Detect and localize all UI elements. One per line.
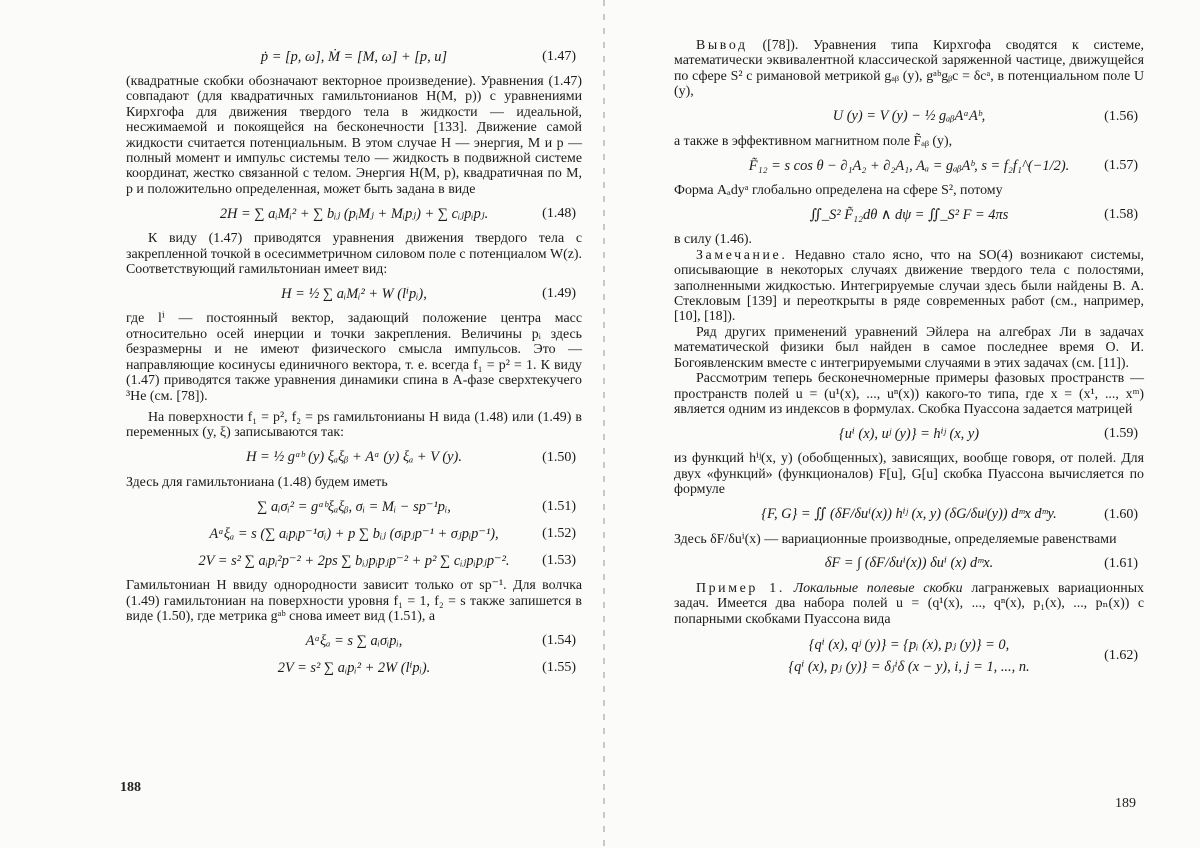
equation-body: H = ½ ∑ aᵢMᵢ² + W (lⁱpᵢ),: [281, 285, 427, 302]
paragraph: в силу (1.46).: [674, 232, 753, 248]
equation-body: F̃₁₂ = s cos θ − ∂₁A₂ + ∂₂A₁, Aₐ = gₐᵦAᵇ, s = f₂f₁^(−1/2).: [748, 157, 1070, 174]
paragraph-heading: Пример 1.: [696, 580, 785, 596]
equation-1-53: [126, 551, 582, 571]
equation-body: 2H = ∑ aᵢMᵢ² + ∑ bᵢⱼ (pᵢMⱼ + Mᵢpⱼ) + ∑ cᵢⱼpᵢpⱼ.: [219, 205, 489, 222]
equation-number: (1.49): [542, 286, 576, 302]
equation-body: H = ½ gᵃᵇ (y) ξₐξᵦ + Aᵃ (y) ξₐ + V (y).: [246, 449, 462, 466]
equation-number: (1.61): [1104, 555, 1138, 571]
paragraph: Гамильтониан H ввиду однородности зависит только от sp⁻¹. Для волчка (1.49) гамильтониан на поверхности уровня f₁ = 1, f₂ = s также запишется в виде (1.50), где метрика gᵃᵇ снова имеет вид (1.51), а: [126, 578, 582, 624]
equation-1-56: [674, 107, 1144, 127]
equation-number: (1.53): [542, 553, 576, 569]
paragraph-italic-text: Локальные полевые скобки: [784, 580, 963, 596]
equation-line: {qⁱ (x), qʲ (y)} = {pᵢ (x), pⱼ (y)} = 0,: [808, 637, 1010, 654]
equation-1-62: [674, 634, 1144, 678]
paragraph-text: Недавно стало ясно, что на SO(4) возникают системы, описывающие в некоторых случаях движение твердого тела с полостями, заполненными жидкостью. Интегрируемые случаи здесь были найдены В. А. Стекловым [139] и переоткрыты в ряде современных работ (см., например, [10], [18]).: [674, 247, 1144, 325]
equation-1-59: [674, 424, 1144, 444]
equation-number: (1.54): [542, 633, 576, 649]
paragraph: Ряд других применений уравнений Эйлера на алгебрах Ли в задачах математической физики был найден в самое последнее время О. И. Богоявленским вместе с интегрируемыми случаями в этих задачах (см. [11]).: [674, 324, 1144, 371]
equation-1-54: [126, 631, 582, 651]
paragraph: Форма Aₐdyᵃ глобально определена на сфере S², потому: [674, 183, 1003, 199]
equation-1-47: [126, 47, 582, 67]
equation-1-58: [674, 205, 1144, 225]
paragraph: На поверхности f₁ = p², f₂ = ps гамильтонианы H вида (1.48) или (1.49) в переменных (y, ξ) записываются так:: [126, 409, 582, 441]
paragraph: Здесь δF/δuⁱ(x) — вариационные производные, определяемые равенствами: [674, 531, 1117, 547]
equation-1-48: [126, 204, 582, 224]
equation-body: Aᵃξₐ = s ∑ aᵢσᵢpᵢ,: [305, 632, 403, 649]
paragraph: [674, 38, 1144, 100]
equation-1-60: [674, 505, 1144, 525]
equation-number: (1.47): [542, 49, 576, 64]
paragraph: из функций hⁱʲ(x, y) (обобщенных), зависящих, вообще говоря, от полей. Для двух «функций» (функционалов) F[u], G[u] скобка Пуассона вычисляется по формуле: [674, 451, 1144, 498]
paragraph: где lⁱ — постоянный вектор, задающий положение центра масс относительно осей инерции и точки закрепления. Величины pᵢ здесь безразмерны и не имеют физического смысла импульсов. Это — направляющие косинусы единичного вектора, т. е. всегда f₁ = p² = 1. К виду (1.47) приводятся также уравнения динамики спина в A-фазе сверхтекучего ³He (см. [78]).: [126, 311, 582, 404]
equation-line: {qⁱ (x), pⱼ (y)} = δⱼⁱδ (x − y), i, j = 1, ..., n.: [788, 659, 1030, 676]
equation-body: δF = ∫ (δF/δuⁱ(x)) δuⁱ (x) dᵐx.: [824, 555, 994, 572]
paragraph: (квадратные скобки обозначают векторное произведение). Уравнения (1.47) совпадают (для квадратичных гамильтонианов H(M, p)) с уравнениями Кирхгофа для движения твердого тела в жидкости — идеальной, несжимаемой и покоящейся на бесконечности [133]. Движение самой жидкости считается потенциальным. В этом случае H — энергия, M и p — полный момент и импульс системы тело — жидкость в подвижной системе координат, жестко связанной с телом. Энергия H(M, p), квадратичная по M, p и положительно определенная, может быть задана в виде: [126, 74, 582, 197]
equation-1-52: [126, 524, 582, 544]
equation-body: {F, G} = ∬ (δF/δuⁱ(x)) hⁱʲ (x, y) (δG/δuʲ(y)) dᵐx dᵐy.: [761, 506, 1057, 523]
equation-body: {uⁱ (x), uʲ (y)} = hⁱʲ (x, y): [838, 425, 979, 442]
equation-number: (1.48): [542, 206, 576, 222]
paragraph: а также в эффективном магнитном поле F̃ₐᵦ (y),: [674, 133, 953, 149]
equation-body: Aᵃξₐ = s (∑ aᵢpᵢp⁻¹σᵢ) + p ∑ bᵢⱼ (σᵢpⱼp⁻¹ + σⱼpᵢp⁻¹),: [209, 525, 499, 542]
equation-number: (1.56): [1104, 108, 1138, 124]
equation-number: (1.57): [1104, 158, 1138, 174]
equation-body: U (y) = V (y) − ½ gₐᵦAᵃAᵇ,: [832, 108, 986, 125]
equation-number: (1.55): [542, 660, 576, 676]
paragraph-text: ([78]). Уравнения типа Кирхгофа сводятся к системе, математически эквивалентной классической заряженной частице, движущейся по сфере S² с римановой метрикой gₐᵦ (y), gᵃᵇgᵦc = δcᵃ, в потенциальном поле U (y),: [674, 38, 1144, 100]
page-gutter: [603, 0, 605, 848]
equation-body: ṗ = [p, ω], Ṁ = [M, ω] + [p, u]: [260, 48, 448, 65]
equation-1-50: [126, 448, 582, 468]
paragraph: Рассмотрим теперь бесконечномерные примеры фазовых пространств — пространств полей u = (u¹(x), ..., uⁿ(x)) какого-то типа, где x = (x¹, ..., xᵐ) является одним из индексов в формулах. Скобка Пуассона задается матрицей: [674, 371, 1144, 417]
paragraph: [674, 581, 1144, 627]
equation-body: ∑ aᵢσᵢ² = gᵃᵇξₐξᵦ, σᵢ = Mᵢ − sp⁻¹pᵢ,: [257, 498, 451, 515]
paragraph: Здесь для гамильтониана (1.48) будем иметь: [126, 474, 388, 490]
equation-body: 2V = s² ∑ aᵢpᵢ² + 2W (lⁱpᵢ).: [277, 659, 431, 676]
equation-number: (1.58): [1104, 207, 1138, 223]
equation-1-61: [674, 554, 1144, 574]
equation-number: (1.60): [1104, 506, 1138, 522]
paragraph-text: лагранжевых вариационных задач. Имеется два набора полей u = (q¹(x), ..., qⁿ(x), p₁(x), ..., pₙ(x)) с попарными скобками Пуассона вида: [674, 580, 1144, 627]
paragraph: [674, 248, 1144, 325]
equation-number: (1.62): [1104, 648, 1138, 664]
equation-body: ∬_S² F̃₁₂dθ ∧ dψ = ∬_S² F = 4πs: [809, 206, 1009, 223]
right-page: [610, 0, 1200, 848]
equation-body: 2V = s² ∑ aᵢpᵢ²p⁻² + 2ps ∑ bᵢⱼpᵢpⱼp⁻² + p² ∑ cᵢⱼpᵢpⱼp⁻².: [198, 552, 510, 569]
equation-number: (1.51): [542, 499, 576, 515]
equation-1-55: [126, 658, 582, 678]
equation-1-57: [674, 156, 1144, 176]
page-number: 188: [120, 780, 141, 795]
paragraph: К виду (1.47) приводятся уравнения движения твердого тела с закрепленной точкой в осесимметричном силовом поле с потенциалом W(z). Соответствующий гамильтониан имеет вид:: [126, 231, 582, 278]
paragraph-heading: Замечание.: [696, 247, 788, 263]
page-number: 189: [1115, 796, 1136, 811]
equation-number: (1.59): [1104, 426, 1138, 442]
equation-number: (1.50): [542, 449, 576, 465]
equation-number: (1.52): [542, 526, 576, 542]
paragraph-heading: Вывод: [696, 38, 748, 53]
equation-1-51: [126, 497, 582, 517]
equation-1-49: [126, 284, 582, 304]
